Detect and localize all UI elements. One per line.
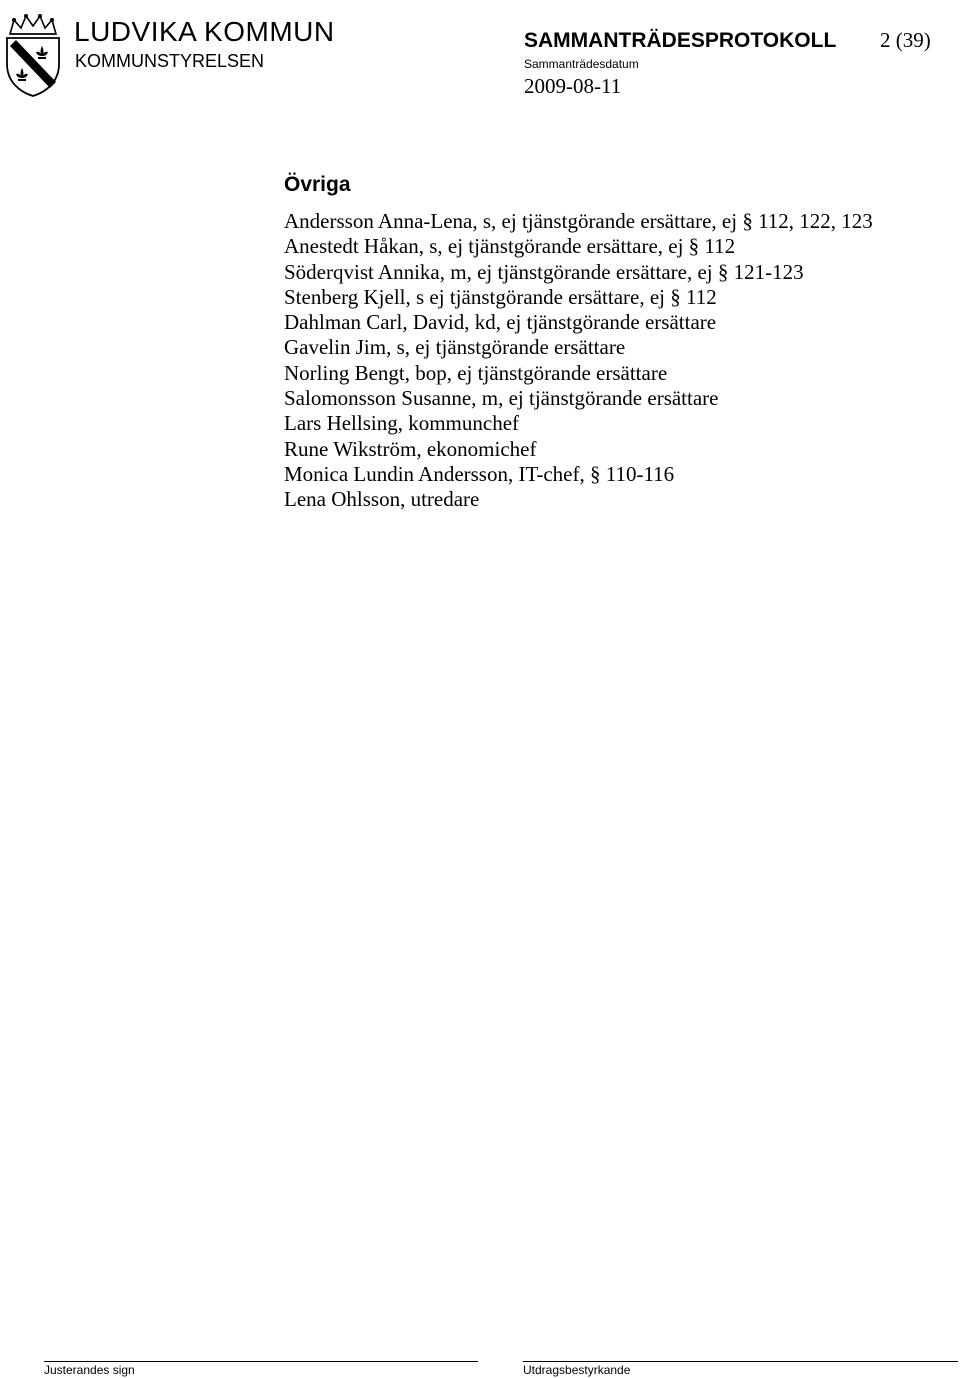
attendee-item: Rune Wikström, ekonomichef [284, 436, 537, 461]
footer-utdragsbestyrkande: Utdragsbestyrkande [523, 1363, 631, 1377]
organization-name: LUDVIKA KOMMUN [74, 16, 335, 47]
document-title: SAMMANTRÄDESPROTOKOLL [524, 29, 837, 52]
attendee-item: Lars Hellsing, kommunchef [284, 411, 520, 436]
attendee-item: Andersson Anna-Lena, s, ej tjänstgörande ersättare, ej § 112, 122, 123 [284, 209, 873, 233]
meeting-date-value: 2009-08-11 [524, 74, 622, 98]
footer-justerandes-sign: Justerandes sign [44, 1363, 135, 1377]
coat-of-arms-icon [2, 12, 64, 98]
attendee-list [284, 209, 873, 513]
attendee-item: Gavelin Jim, s, ej tjänstgörande ersättare [284, 335, 626, 360]
organization-subtitle: KOMMUNSTYRELSEN [75, 51, 265, 71]
section-heading: Övriga [284, 173, 351, 196]
signature-line-right [523, 1361, 958, 1362]
attendee-item: Salomonsson Susanne, m, ej tjänstgörande ersättare [284, 386, 719, 411]
attendee-item: Söderqvist Annika, m, ej tjänstgörande ersättare, ej § 121-123 [284, 259, 804, 284]
attendee-item: Norling Bengt, bop, ej tjänstgörande ersättare [284, 360, 668, 385]
attendee-item: Lena Ohlsson, utredare [284, 487, 480, 512]
attendee-item: Stenberg Kjell, s ej tjänstgörande ersättare, ej § 112 [284, 284, 717, 309]
attendee-item: Dahlman Carl, David, kd, ej tjänstgörande ersättare [284, 310, 717, 335]
signature-line-left [44, 1361, 478, 1362]
attendee-item: Anestedt Håkan, s, ej tjänstgörande ersättare, ej § 112 [284, 234, 736, 259]
attendee-item: Monica Lundin Andersson, IT-chef, § 110-116 [284, 461, 675, 486]
meeting-date-label: Sammanträdesdatum [524, 57, 639, 71]
page-number: 2 (39) [880, 28, 931, 52]
